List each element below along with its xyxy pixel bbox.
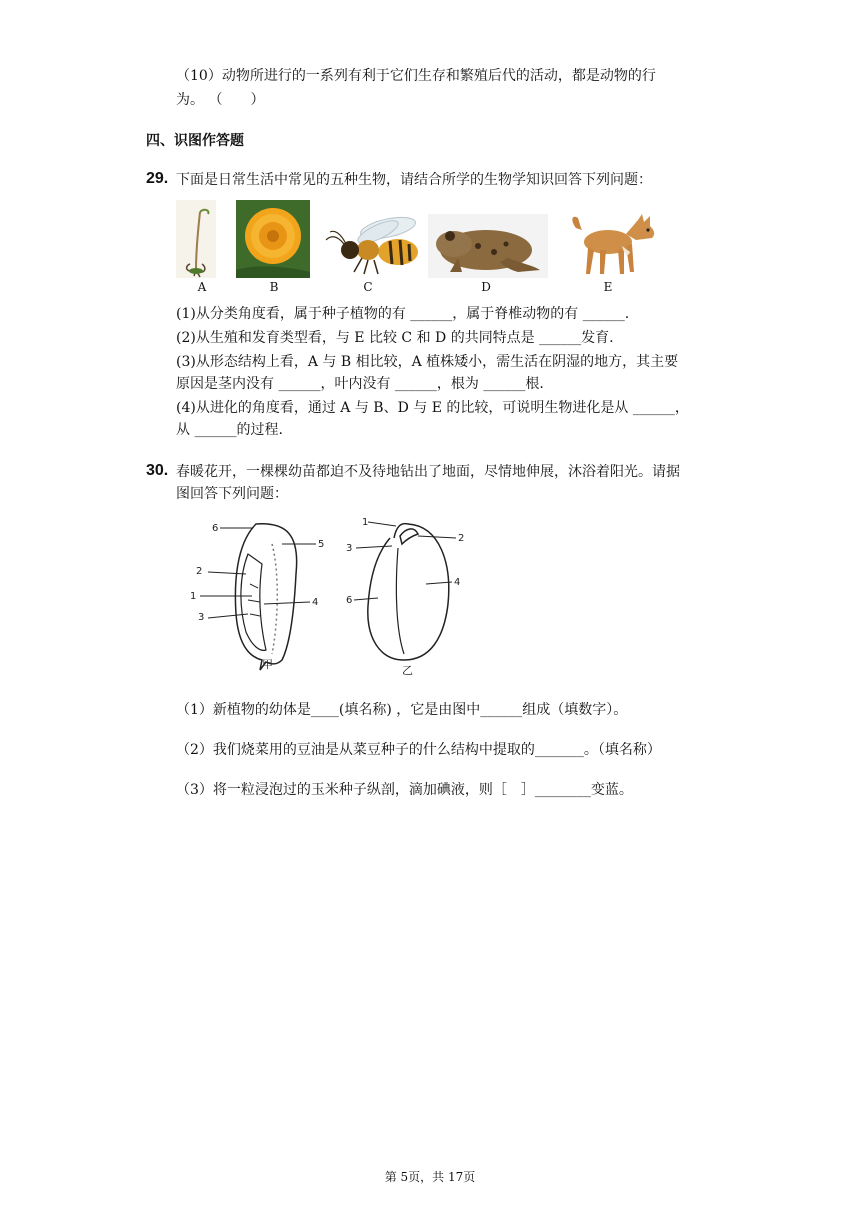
q30-stem1: 春暖花开，一棵棵幼苗都迫不及待地钻出了地面，尽情地伸展，沐浴着阳光。请据 xyxy=(176,464,680,480)
q10-line2: 为。 （ ） xyxy=(176,92,265,108)
question-number-29: 29. xyxy=(146,170,169,187)
yi-label-4: 4 xyxy=(454,577,461,588)
seed-diagram xyxy=(190,514,480,678)
yi-label-6: 6 xyxy=(346,595,353,606)
yi-label-1: 1 xyxy=(362,517,369,528)
q29-sub2: (2)从生殖和发育类型看，与 E 比较 C 和 D 的共同特点是 ______发育. xyxy=(176,330,614,346)
figure-label-jia: 甲 xyxy=(262,658,273,671)
page-footer: 第 5页，共 17页 xyxy=(384,1170,476,1184)
section-title: 四、识图作答题 xyxy=(146,133,244,149)
jia-label-5: 5 xyxy=(318,539,325,550)
jia-label-3: 3 xyxy=(198,612,205,623)
image-label-c: C xyxy=(363,280,373,294)
image-label-e: E xyxy=(603,280,613,294)
jia-label-1: 1 xyxy=(190,591,197,602)
q29-sub4b: 从 ______的过程. xyxy=(176,422,283,438)
q29-stem: 下面是日常生活中常见的五种生物，请结合所学的生物学知识回答下列问题： xyxy=(176,172,652,188)
q10-line1: （10）动物所进行的一系列有利于它们生存和繁殖后代的活动，都是动物的行 xyxy=(176,68,656,84)
seedling-fern-image xyxy=(176,200,216,278)
sunflower-image xyxy=(236,200,310,278)
image-label-d: D xyxy=(481,280,491,294)
yi-label-2: 2 xyxy=(458,533,465,544)
q29-sub1: (1)从分类角度看，属于种子植物的有 ______，属于脊椎动物的有 ______. xyxy=(176,306,630,322)
bean-seed-yi xyxy=(354,522,456,660)
figure-label-yi: 乙 xyxy=(402,664,413,677)
jia-label-2: 2 xyxy=(196,566,203,577)
question-number-30: 30. xyxy=(146,462,169,479)
q29-sub3a: (3)从形态结构上看，A 与 B 相比较，A 植株矮小，需生活在阴湿的地方，其主要 xyxy=(176,354,679,370)
q30-sub1: （1）新植物的幼体是____(填名称) ，它是由图中______组成（填数字）。 xyxy=(176,702,628,718)
bee-image xyxy=(318,214,424,278)
q30-sub3: （3）将一粒浸泡过的玉米种子纵剖，滴加碘液，则［ ］________变蓝。 xyxy=(176,782,633,798)
corn-seed-jia xyxy=(200,524,319,670)
dog-image xyxy=(564,210,658,278)
q29-sub4a: (4)从进化的角度看，通过 A 与 B、D 与 E 的比较，可说明生物进化是从 ______， xyxy=(176,400,689,416)
image-label-b: B xyxy=(269,280,279,294)
image-label-a: A xyxy=(197,280,207,294)
yi-label-3: 3 xyxy=(346,543,353,554)
q30-stem2: 图回答下列问题： xyxy=(176,486,288,502)
jia-label-6: 6 xyxy=(212,523,219,534)
q29-sub3b: 原因是茎内没有 ______，叶内没有 ______，根为 ______根. xyxy=(176,376,544,392)
q30-sub2: （2）我们烧菜用的豆油是从菜豆种子的什么结构中提取的_______。（填名称） xyxy=(176,742,661,758)
frog-image xyxy=(428,214,548,278)
jia-label-4: 4 xyxy=(312,597,319,608)
